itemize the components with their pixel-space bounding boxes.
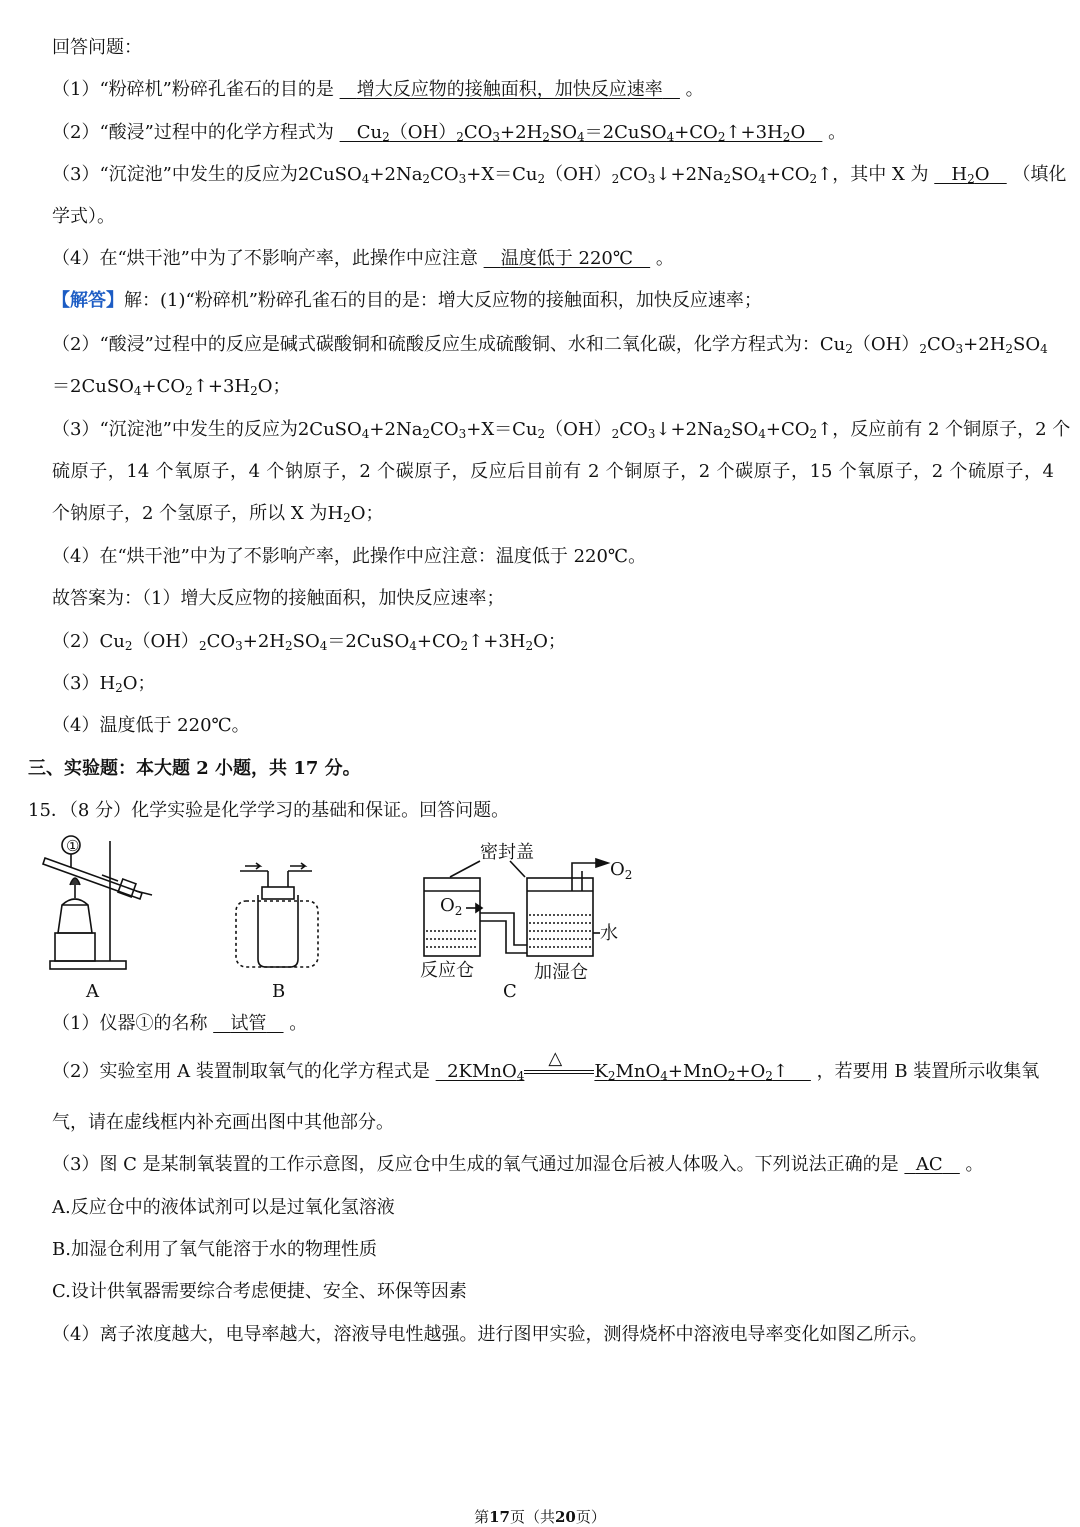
intro-text: 回答问题： [52, 37, 142, 58]
delta-symbol: △ [548, 1048, 563, 1069]
circle-one-label: ① [66, 837, 80, 855]
solution-line-5: 硫原子，14 个氧原子，4 个钠原子，2 个碳原子，反应后目前有 2 个铜原子，2 个碳原子，15 个氧原子，2 个硫原子，4 [52, 461, 1054, 482]
q15-part-2 [52, 1048, 1040, 1084]
circle-one-ref: ① [135, 1013, 154, 1034]
summary-line-3: $(3)H_2O$； [52, 673, 156, 695]
apparatus-figure [40, 833, 660, 1005]
device-b-label: B [272, 981, 286, 1002]
heating-condition [524, 1048, 594, 1077]
q15-3-text: （3）图 C 是某制氧装置的工作示意图，反应仓中生成的氧气通过加湿仓后被人体吸入。下列说法正确的是 [52, 1154, 899, 1175]
o2-out-label: $O_2$ [610, 859, 633, 882]
question-1 [52, 78, 704, 102]
q2-answer: $Cu_2(OH)_2CO_3+2H_2SO_4=2CuSO_4+CO_2↑+3H_2O$ [339, 122, 823, 144]
page-footer: 第17页（共20页） [474, 1508, 606, 1526]
seal-cap-label: 密封盖 [480, 842, 534, 863]
option-c: C.设计供氧器需要综合考虑便捷、安全、环保等因素 [52, 1281, 467, 1302]
q15-3-end: 。 [965, 1154, 984, 1175]
page-number: 17 [489, 1508, 510, 1526]
section-heading: 三、实验题：本大题 2 小题，共 17 分。 [28, 758, 361, 779]
solution-line-6: 个钠原子，2 个氢原子，所以 X 为$H_2O$； [52, 503, 384, 525]
device-b-gas-bottle [236, 863, 318, 967]
water-label: 水 [600, 923, 618, 944]
solution-text-2: （2）“酸浸”过程中的反应是碱式碳酸铜和硫酸反应生成硫酸铜、水和二氧化碳，化学方程式为： [52, 334, 820, 355]
solution-text-4: （3）“沉淀池”中发生的反应为 [52, 419, 298, 440]
question-4 [52, 247, 674, 271]
q3-continuation: 学式）。 [52, 206, 115, 227]
solution-tag: 【解答】 [52, 290, 124, 311]
summary-line-4: （4）温度低于 220℃。 [52, 715, 250, 736]
q1-answer: 增大反应物的接触面积，加快反应速率 [356, 79, 663, 100]
q2-end: 。 [828, 122, 847, 143]
device-a-alcohol-lamp-setup [43, 836, 152, 969]
q3-answer: $H_2O$ [934, 164, 1007, 186]
q1-end: 。 [685, 79, 704, 100]
summary-prefix: 故答案为： [52, 588, 142, 609]
q4-answer: 温度低于 220℃ [500, 248, 633, 269]
q15-3-answer: AC [915, 1154, 943, 1175]
solution-line-7: （4）在“烘干池”中为了不影响产率，此操作中应注意：温度低于 220℃。 [52, 546, 647, 567]
q15-part-2-cont: 气，请在虚线框内补充画出图中其他部分。 [52, 1112, 394, 1133]
q4-text: （4）在“烘干池”中为了不影响产率，此操作中应注意 [52, 248, 478, 269]
q15-part-1 [52, 1012, 307, 1036]
q15-1-mid: 的名称 [153, 1013, 208, 1034]
q4-end: 。 [655, 248, 674, 269]
q3-mid: ，其中 X 为 [832, 164, 929, 185]
summary-line-1 [52, 587, 504, 611]
option-a: A.反应仓中的液体试剂可以是过氧化氢溶液 [52, 1197, 395, 1218]
q15-part-4: （4）离子浓度越大，电导率越大，溶液导电性越强。进行图甲实验，测得烧杯中溶液电导率变化如图乙所示。 [52, 1324, 928, 1345]
humidifier-label: 加湿仓 [534, 962, 588, 983]
summary-line-2: $(2)Cu_2(OH)_2CO_3+2H_2SO_4=2CuSO_4+CO_2↑+3H_2O$； [52, 631, 566, 653]
solution-text-1: 解：(1)“粉碎机”粉碎孔雀石的目的是：增大反应物的接触面积，加快反应速率； [124, 290, 762, 311]
question-2 [52, 121, 846, 145]
q3-text: （3）“沉淀池”中发生的反应为 [52, 164, 298, 185]
option-b: B.加湿仓利用了氧气能溶于水的物理性质 [52, 1239, 377, 1260]
q15-2-text: （2）实验室用 A 装置制取氧气的化学方程式是 [52, 1061, 430, 1082]
solution-line-2: （2）“酸浸”过程中的反应是碱式碳酸铜和硫酸反应生成硫酸铜、水和二氧化碳，化学方程式为：$Cu_2(OH)_2CO_3+2H_2SO_4$ [52, 334, 1048, 356]
q2-text: （2）“酸浸”过程中的化学方程式为 [52, 122, 334, 143]
solution-text-4b: ，反应前有 2 个铜原子，2 个 [832, 419, 1071, 440]
device-c-label: C [503, 981, 517, 1002]
device-a-label: A [86, 981, 99, 1002]
question-3: （3）“沉淀池”中发生的反应为$2CuSO_4+2Na_2CO_3+X=Cu_2(OH)_2CO_3↓+2Na_2SO_4+CO_2↑$，其中 X 为 $H_2O$ （填化 [52, 164, 1067, 186]
question-15-stem: 15．（8 分）化学实验是化学学习的基础和保证。回答问题。 [28, 800, 510, 821]
solution-line-4: （3）“沉淀池”中发生的反应为$2CuSO_4+2Na_2CO_3+X=Cu_2(OH)_2CO_3↓+2Na_2SO_4+CO_2↑$，反应前有 2 个铜原子，2 个 [52, 419, 1071, 441]
q15-2-end: ，若要用 B 装置所示收集氧 [816, 1061, 1040, 1082]
q3-end: （填化 [1012, 164, 1067, 185]
solution-line-1 [52, 289, 762, 313]
q15-1-end: 。 [289, 1013, 308, 1034]
solution-line-3: $=2CuSO_4+CO_2↑+3H_2O$； [52, 376, 291, 398]
summary-1: （1）增大反应物的接触面积，加快反应速率； [142, 588, 505, 609]
summary-2: （2） [52, 631, 100, 652]
reactor-label: 反应仓 [420, 960, 474, 981]
q15-2-answer: 2KMnO$_4$ △ $K_2MnO_4+MnO_2+O_2↑$ [435, 1048, 811, 1083]
q1-text: （1）“粉碎机”粉碎孔雀石的目的是 [52, 79, 334, 100]
page-total: 20 [555, 1508, 576, 1526]
summary-3: （3） [52, 673, 100, 694]
q15-1-answer: 试管 [230, 1013, 267, 1034]
q15-1-text: （1）仪器 [52, 1013, 136, 1034]
solution-text-6: 个钠原子，2 个氢原子，所以 X 为 [52, 503, 328, 524]
o2-in-label: $O_2$ [440, 895, 463, 918]
q15-part-3 [52, 1153, 984, 1177]
